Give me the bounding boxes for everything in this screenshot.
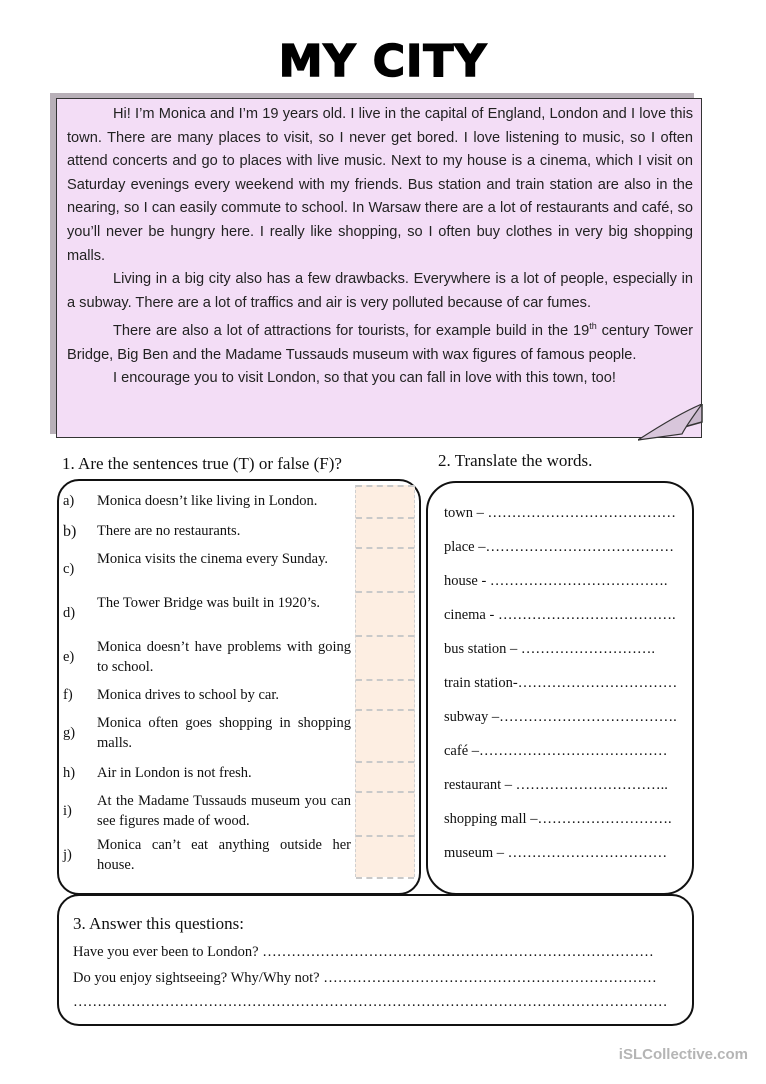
answer-cell-f[interactable] xyxy=(356,679,414,681)
tf-statement: Monica doesn’t like living in London. xyxy=(97,493,318,509)
page-title: MY CITY xyxy=(278,36,488,87)
answer-cell-end xyxy=(356,877,414,879)
tf-statement: Monica drives to school by car. xyxy=(97,687,280,703)
answer-cell-j[interactable] xyxy=(356,835,414,837)
superscript-th: th xyxy=(589,321,597,332)
reading-paragraph-3 xyxy=(67,315,693,367)
tf-letter: e) xyxy=(63,649,75,665)
exercise2-title: 2. Translate the words. xyxy=(438,451,593,470)
tf-letter: j) xyxy=(63,847,72,863)
tf-item xyxy=(59,791,359,835)
tf-letter: g) xyxy=(63,725,76,741)
tf-statement: Monica doesn’t have problems with going to school. xyxy=(97,639,351,675)
translate-box xyxy=(426,481,694,895)
tf-letter: c) xyxy=(63,561,75,577)
tf-letter: f) xyxy=(63,687,73,703)
translate-item[interactable]: town – ………………………………… xyxy=(444,505,676,521)
reading-paragraph-4: I encourage you to visit London, so that you can fall in love with this town, too! xyxy=(113,370,616,387)
reading-paragraph-3-rest: century Tower Bridge, Big Ben and the Madame Tussauds museum with wax figures of famous people. xyxy=(67,323,693,363)
tf-statement: At the Madame Tussauds museum you can see figures made of wood. xyxy=(97,793,351,829)
exercise3-title: 3. Answer this questions: xyxy=(73,914,244,933)
footer-watermark: iSLCollective.com xyxy=(618,1046,748,1063)
translate-item[interactable]: house - ………………………………. xyxy=(444,573,668,589)
true-false-box xyxy=(57,479,421,895)
translate-item[interactable]: subway –………………………………. xyxy=(444,709,677,725)
answer-column xyxy=(355,485,415,877)
tf-statement: Air in London is not fresh. xyxy=(97,765,252,781)
tf-statement: Monica often goes shopping in shopping malls. xyxy=(97,715,351,751)
translate-item[interactable]: museum – …………………………… xyxy=(444,845,668,861)
tf-statement: Monica can’t eat anything outside her house. xyxy=(97,837,351,873)
reading-text-box xyxy=(56,98,702,438)
questions-box xyxy=(57,894,694,1026)
answer-cell-e[interactable] xyxy=(356,635,414,637)
answer-cell-a[interactable] xyxy=(356,485,414,487)
answer-cell-d[interactable] xyxy=(356,591,414,593)
translate-item[interactable]: restaurant – ………………………….. xyxy=(444,777,668,793)
tf-letter: a) xyxy=(63,493,75,509)
exercise1-title: 1. Are the sentences true (T) or false (F)? xyxy=(62,454,342,473)
reading-paragraph-3-start: There are also a lot of attractions for tourists, for example build in the 19 xyxy=(113,323,590,340)
tf-letter: i) xyxy=(63,803,72,819)
answer-cell-b[interactable] xyxy=(356,517,414,519)
tf-statement: Monica visits the cinema every Sunday. xyxy=(97,551,329,567)
tf-item xyxy=(59,713,359,757)
answer-line[interactable]: …………………………………………………………………………………………………………… xyxy=(73,994,668,1010)
tf-letter: h) xyxy=(63,765,76,781)
reading-paragraph-1: Hi! I’m Monica and I’m 19 years old. I live in the capital of England, London and I love this town. There are many places to visit, so I never get bored. I love listening to music, so I often attend concerts and go to places with live music. Next to my house is a cinema, which I visit on Saturday evenings every weekend with my friends. Bus station and train station are also in the nearing, so I can easily commute to school. In Warsaw there are a lot of restaurants and café, so you’ll never be hungry here. I really like shopping, so I often buy clothes in very big shopping malls. xyxy=(67,106,693,264)
tf-statement: There are no restaurants. xyxy=(97,523,241,539)
reading-paragraph-2: Living in a big city also has a few drawbacks. Everywhere is a lot of people, especially in a subway. There are a lot of traffics and air is very polluted because of car fumes. xyxy=(67,271,693,311)
translate-item[interactable]: bus station – ………………………. xyxy=(444,641,656,657)
tf-item xyxy=(59,637,359,681)
page-curl-icon xyxy=(638,404,704,442)
answer-cell-i[interactable] xyxy=(356,791,414,793)
tf-item xyxy=(59,835,359,879)
translate-item[interactable]: shopping mall –………………………. xyxy=(444,811,672,827)
tf-statement: The Tower Bridge was built in 1920’s. xyxy=(97,595,321,611)
answer-cell-h[interactable] xyxy=(356,761,414,763)
translate-item[interactable]: cinema - ………………………………. xyxy=(444,607,676,623)
tf-item xyxy=(59,593,359,637)
question-line[interactable]: Have you ever been to London? ……………………………………………………………………… xyxy=(73,944,654,960)
answer-cell-g[interactable] xyxy=(356,709,414,711)
tf-item xyxy=(59,549,359,593)
translate-item[interactable]: place –………………………………… xyxy=(444,539,674,555)
translate-item[interactable]: café –………………………………… xyxy=(444,743,668,759)
answer-cell-c[interactable] xyxy=(356,547,414,549)
tf-letter: b) xyxy=(63,523,77,540)
translate-item[interactable]: train station-…………………………… xyxy=(444,675,678,691)
question-line[interactable]: Do you enjoy sightseeing? Why/Why not? …………………………………………………………… xyxy=(73,970,657,986)
tf-letter: d) xyxy=(63,605,76,621)
reading-text xyxy=(67,103,693,391)
